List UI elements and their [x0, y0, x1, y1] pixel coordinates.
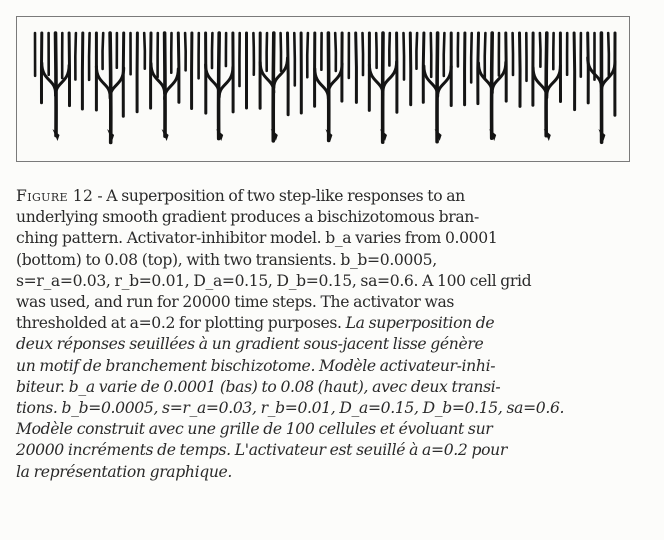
figure-label: Figure 12: [16, 187, 94, 205]
caption-line-6: was used, and run for 20000 time steps. The activator was: [16, 293, 455, 312]
caption-line-5: s=r_a=0.03, r_b=0.01, D_a=0.15, D_b=0.15, sa=0.6. A 100 cell grid: [16, 271, 532, 290]
pattern-stripe: [608, 33, 609, 75]
caption-line-8: deux réponses seuillées à un gradient sous-jacent lisse génère: [16, 335, 484, 354]
pattern-stripe: [574, 33, 575, 110]
caption-line-2: underlying smooth gradient produces a bischizotomous bran-: [16, 208, 479, 227]
pattern-stripe: [56, 33, 57, 136]
pattern-stripe: [219, 33, 220, 139]
caption-line-7: thresholded at a=0.2 for plotting purposes. La superposition de: [16, 314, 495, 333]
figure-caption: [16, 186, 656, 483]
caption-line-14: la représentation graphique.: [16, 462, 233, 481]
pattern-branch-left: [315, 69, 329, 99]
pattern-stripe: [363, 33, 364, 75]
pattern-stripe: [444, 33, 445, 76]
pattern-stripe: [437, 33, 438, 142]
pattern-stripe: [520, 33, 521, 106]
pattern-stripe: [546, 33, 547, 136]
pattern-stripe: [185, 33, 186, 70]
caption-line-12: Modèle construit avec une grille de 100 cellules et évoluant sur: [16, 420, 493, 439]
french-caption-start: La superposition de: [341, 314, 495, 333]
caption-line-13: 20000 incréments de temps. L'activateur est seuillé à a=0.2 pour: [16, 441, 507, 460]
caption-line-10: biteur. b_a varie de 0.0001 (bas) to 0.08 (haut), avec deux transi-: [16, 377, 501, 396]
pattern-stripe: [144, 33, 145, 69]
caption-line-11: tions. b_b=0.0005, s=r_a=0.03, r_b=0.01, D_a=0.15, D_b=0.15, sa=0.6.: [16, 399, 565, 418]
caption-line-9: un motif de branchement bischizotome. Modèle activateur-inhi-: [16, 356, 496, 375]
pattern-branch-left: [96, 66, 110, 96]
pattern-stripe: [89, 33, 90, 80]
pattern-stripe: [485, 33, 486, 79]
caption-line-4: (bottom) to 0.08 (top), with two transients. b_b=0.0005,: [16, 250, 437, 269]
pattern-stripe: [335, 33, 336, 71]
figure-panel: [16, 16, 630, 162]
pattern-strokes: [35, 33, 615, 143]
pattern-stripe: [288, 33, 289, 115]
pattern-stripe: [471, 33, 472, 82]
pattern-stripe: [110, 33, 111, 143]
pattern-branch-right: [219, 67, 233, 97]
pattern-stripe: [307, 33, 308, 77]
pattern-stripe: [102, 33, 103, 69]
branching-pattern-figure: [17, 17, 629, 161]
pattern-stripe: [540, 33, 541, 67]
pattern-stripe: [404, 33, 405, 80]
pattern-stripe: [416, 33, 417, 69]
pattern-stripe: [356, 33, 357, 102]
caption-line-3: ching pattern. Activator-inhibitor model. b_a varies from 0.0001: [16, 229, 498, 248]
pattern-stripe: [75, 33, 76, 80]
pattern-stripe: [294, 33, 295, 85]
caption-line-1: Figure 12 - A superposition of two step-like responses to an: [16, 187, 465, 205]
